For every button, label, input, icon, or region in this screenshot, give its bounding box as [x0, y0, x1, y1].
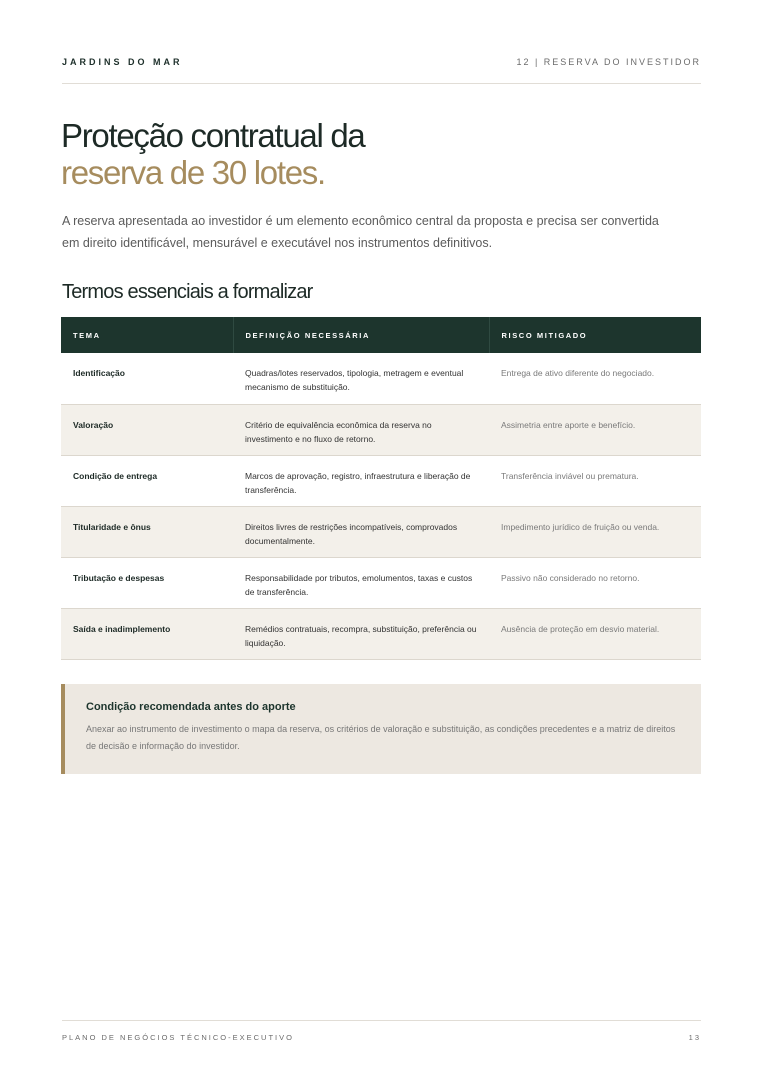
page-title	[61, 117, 364, 191]
callout-text: Anexar ao instrumento de investimento o mapa da reserva, os critérios de valoração e substituição, as condições precedentes e a matriz de direitos de decisão e informação do investidor.	[86, 724, 676, 751]
recommendation-callout	[61, 684, 701, 774]
cell-definicao: Critério de equivalência econômica da reserva no investimento e no fluxo de retorno.	[233, 404, 489, 455]
footer-label: PLANO DE NEGÓCIOS TÉCNICO-EXECUTIVO	[62, 1033, 294, 1042]
column-header-definicao: DEFINIÇÃO NECESSÁRIA	[233, 317, 489, 353]
lead-paragraph: A reserva apresentada ao investidor é um elemento econômico central da proposta e precisa ser convertida em direito identificável, mensurável e executável nos instrumentos definitivos.	[62, 214, 659, 250]
cell-definicao: Quadras/lotes reservados, tipologia, metragem e eventual mecanismo de substituição.	[233, 353, 489, 404]
cell-risco: Transferência inviável ou prematura.	[489, 455, 701, 506]
cell-tema: Identificação	[61, 353, 233, 404]
section-title: Termos essenciais a formalizar	[62, 281, 313, 303]
cell-risco: Impedimento jurídico de fruição ou venda.	[489, 506, 701, 557]
table-row	[61, 353, 701, 404]
page-footer	[62, 1020, 701, 1052]
cell-definicao: Responsabilidade por tributos, emolumentos, taxas e custos de transferência.	[233, 557, 489, 608]
table-row	[61, 506, 701, 557]
footer-page-number: 13	[688, 1033, 701, 1042]
cell-tema: Titularidade e ônus	[61, 506, 233, 557]
page-header	[62, 57, 701, 84]
callout-title: Condição recomendada antes do aporte	[86, 701, 296, 713]
cell-tema: Tributação e despesas	[61, 557, 233, 608]
title-line-1: Proteção contratual da	[61, 117, 365, 154]
terms-table	[61, 317, 701, 660]
cell-tema: Condição de entrega	[61, 455, 233, 506]
table-header-row	[61, 317, 701, 353]
cell-definicao: Marcos de aprovação, registro, infraestrutura e liberação de transferência.	[233, 455, 489, 506]
cell-risco: Ausência de proteção em desvio material.	[489, 608, 701, 659]
table-row	[61, 455, 701, 506]
page-section-label: 12 | RESERVA DO INVESTIDOR	[516, 57, 701, 67]
cell-risco: Entrega de ativo diferente do negociado.	[489, 353, 701, 404]
table-row	[61, 404, 701, 455]
cell-definicao: Remédios contratuais, recompra, substituição, preferência ou liquidação.	[233, 608, 489, 659]
brand-name: JARDINS DO MAR	[62, 57, 183, 67]
cell-tema: Saída e inadimplemento	[61, 608, 233, 659]
cell-risco: Assimetria entre aporte e benefício.	[489, 404, 701, 455]
table-row	[61, 557, 701, 608]
cell-risco: Passivo não considerado no retorno.	[489, 557, 701, 608]
column-header-tema: TEMA	[61, 317, 233, 353]
table-row	[61, 608, 701, 659]
cell-definicao: Direitos livres de restrições incompatíveis, comprovados documentalmente.	[233, 506, 489, 557]
column-header-risco: RISCO MITIGADO	[489, 317, 701, 353]
cell-tema: Valoração	[61, 404, 233, 455]
title-line-2: reserva de 30 lotes.	[61, 154, 325, 191]
